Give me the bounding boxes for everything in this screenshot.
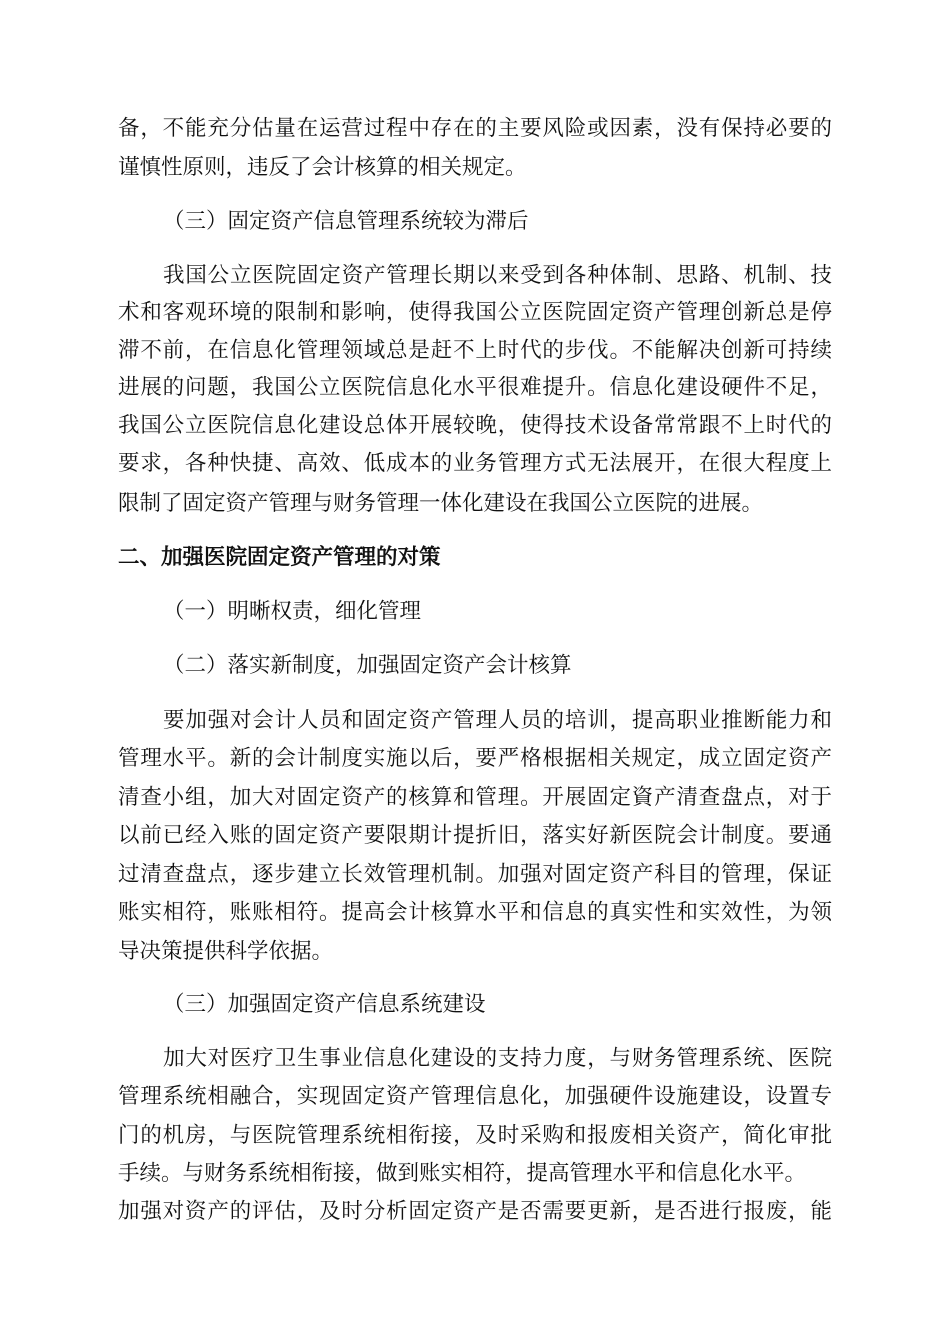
section-2-3-heading: （三）加强固定资产信息系统建设	[163, 992, 486, 1017]
paragraph-3-line-1: 要加强对会计人员和固定资产管理人员的培训，提高职业推断能力和	[163, 708, 832, 733]
paragraph-2-line-4: 进展的问题，我国公立医院信息化水平很难提升。信息化建设硬件不足，	[118, 375, 832, 400]
paragraph-2-line-1: 我国公立医院固定资产管理长期以来受到各种体制、思路、机制、技	[163, 263, 832, 288]
paragraph-4-line-5: 加强对资产的评估，及时分析固定资产是否需要更新，是否进行报废，能	[118, 1199, 832, 1224]
paragraph-2-line-6: 要求，各种快捷、高效、低成本的业务管理方式无法展开，在很大程度上	[118, 451, 832, 476]
paragraph-4-line-4: 手续。与财务系统相衔接，做到账实相符，提高管理水平和信息化水平。	[118, 1161, 807, 1186]
paragraph-3-line-7: 导决策提供科学依据。	[118, 939, 334, 964]
paragraph-4-line-3: 门的机房，与医院管理系统相衔接，及时采购和报废相关资产，简化审批	[118, 1123, 832, 1148]
paragraph-4-line-2: 管理系统相融合，实现固定资产管理信息化，加强硬件设施建设，设置专	[118, 1084, 832, 1109]
paragraph-2-line-5: 我国公立医院信息化建设总体开展较晚，使得技术设备常常跟不上时代的	[118, 413, 832, 438]
section-2-heading: 二、加强医院固定资产管理的对策	[118, 545, 441, 570]
paragraph-3-line-4: 以前已经入账的固定资产要限期计提折旧，落实好新医院会计制度。要通	[118, 823, 832, 848]
paragraph-2-line-2: 术和客观环境的限制和影响，使得我国公立医院固定资产管理创新总是停	[118, 300, 832, 325]
paragraph-3-line-2: 管理水平。新的会计制度实施以后，要严格根据相关规定，成立固定资产	[118, 746, 832, 771]
paragraph-2-line-7: 限制了固定资产管理与财务管理一体化建设在我国公立医院的进展。	[118, 491, 764, 516]
section-1-3-heading: （三）固定资产信息管理系统较为滞后	[163, 209, 529, 234]
paragraph-1-line-1: 备，不能充分估量在运营过程中存在的主要风险或因素，没有保持必要的	[118, 116, 832, 141]
paragraph-2-line-3: 滞不前，在信息化管理领域总是赶不上时代的步伐。不能解决创新可持续	[118, 338, 832, 363]
paragraph-4-line-1: 加大对医疗卫生事业信息化建设的支持力度，与财务管理系统、医院	[163, 1046, 832, 1071]
paragraph-3-line-6: 账实相符，账账相符。提高会计核算水平和信息的真实性和实效性，为领	[118, 900, 832, 925]
paragraph-3-line-3: 清查小组，加大对固定资产的核算和管理。开展固定資产清查盘点，对于	[118, 785, 832, 810]
section-2-1-heading: （一）明晰权责，细化管理	[163, 599, 422, 624]
section-2-2-heading: （二）落实新制度，加强固定资产会计核算	[163, 653, 572, 678]
paragraph-3-line-5: 过清查盘点，逐步建立长效管理机制。加强对固定资产科目的管理，保证	[118, 862, 832, 887]
paragraph-1-line-2: 谨慎性原则，违反了会计核算的相关规定。	[118, 155, 527, 180]
